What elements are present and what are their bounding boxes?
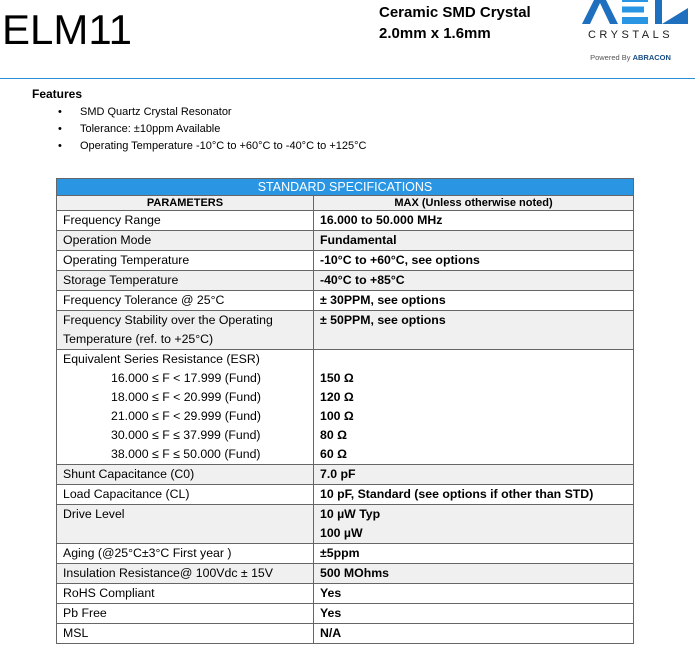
part-number: ELM11 bbox=[2, 6, 132, 53]
table-row bbox=[57, 271, 634, 291]
table-row bbox=[57, 251, 634, 271]
ael-logo-mark bbox=[572, 0, 689, 26]
value-cell: Yes bbox=[314, 584, 634, 604]
param-cell: Frequency Range bbox=[57, 211, 314, 231]
table-row bbox=[57, 604, 634, 624]
value-cell: -10°C to +60°C, see options bbox=[314, 251, 634, 271]
table-row bbox=[57, 311, 634, 350]
value-line: 10 µW Typ bbox=[320, 507, 381, 521]
table-row bbox=[57, 564, 634, 584]
features-heading: Features bbox=[32, 87, 83, 101]
param-cell: Drive Level bbox=[57, 505, 314, 544]
param-cell: Operation Mode bbox=[57, 231, 314, 251]
param-cell: Insulation Resistance@ 100Vdc ± 15V bbox=[57, 564, 314, 584]
param-cell: Storage Temperature bbox=[57, 271, 314, 291]
value-cell: Fundamental bbox=[314, 231, 634, 251]
param-line: Temperature (ref. to +25°C) bbox=[63, 332, 214, 346]
esr-value: 100 Ω bbox=[320, 409, 354, 423]
param-line: Frequency Stability over the Operating bbox=[63, 313, 273, 327]
table-row-esr bbox=[57, 350, 634, 465]
table-row bbox=[57, 505, 634, 544]
esr-range: 38.000 ≤ F ≤ 50.000 (Fund) bbox=[111, 447, 261, 461]
esr-value: 60 Ω bbox=[320, 447, 347, 461]
esr-range: 30.000 ≤ F ≤ 37.999 (Fund) bbox=[111, 428, 261, 442]
table-title: STANDARD SPECIFICATIONS bbox=[57, 179, 634, 196]
param-cell: Load Capacitance (CL) bbox=[57, 485, 314, 505]
esr-value: 120 Ω bbox=[320, 390, 354, 404]
powered-brand: ABRACON bbox=[632, 53, 671, 62]
table-header-row bbox=[57, 196, 634, 211]
value-cell: ±5ppm bbox=[314, 544, 634, 564]
value-cell: ± 30PPM, see options bbox=[314, 291, 634, 311]
features-section bbox=[32, 87, 632, 155]
value-cell: N/A bbox=[314, 624, 634, 644]
document-header bbox=[0, 0, 695, 78]
param-cell: Frequency Tolerance @ 25°C bbox=[57, 291, 314, 311]
table-row bbox=[57, 231, 634, 251]
table-row bbox=[57, 485, 634, 505]
esr-spacer bbox=[320, 350, 627, 369]
param-cell bbox=[57, 350, 314, 465]
table-row bbox=[57, 544, 634, 564]
esr-range: 18.000 ≤ F < 20.999 (Fund) bbox=[111, 390, 261, 404]
header-divider bbox=[0, 78, 695, 79]
esr-value: 80 Ω bbox=[320, 428, 347, 442]
logo-tagline: CRYSTALS bbox=[587, 29, 674, 41]
value-cell: Yes bbox=[314, 604, 634, 624]
param-line: Equivalent Series Resistance (ESR) bbox=[63, 352, 260, 366]
value-cell: 7.0 pF bbox=[314, 465, 634, 485]
column-header-max: MAX (Unless otherwise noted) bbox=[314, 196, 634, 211]
powered-prefix: Powered By bbox=[590, 53, 631, 62]
value-cell: 16.000 to 50.000 MHz bbox=[314, 211, 634, 231]
value-cell: ± 50PPM, see options bbox=[314, 311, 634, 350]
param-cell: RoHS Compliant bbox=[57, 584, 314, 604]
table-title-row bbox=[57, 179, 634, 196]
description-line-2: 2.0mm x 1.6mm bbox=[379, 25, 491, 42]
param-cell: Shunt Capacitance (C0) bbox=[57, 465, 314, 485]
product-description bbox=[379, 2, 531, 44]
value-cell: -40°C to +85°C bbox=[314, 271, 634, 291]
esr-range: 16.000 ≤ F < 17.999 (Fund) bbox=[111, 371, 261, 385]
table-row bbox=[57, 584, 634, 604]
table-row bbox=[57, 624, 634, 644]
param-cell: Pb Free bbox=[57, 604, 314, 624]
feature-item: • Operating Temperature -10°C to +60°C to -40°C to +125°C bbox=[32, 138, 632, 155]
column-header-parameters: PARAMETERS bbox=[57, 196, 314, 211]
feature-item: • SMD Quartz Crystal Resonator bbox=[32, 104, 632, 121]
value-line: 100 µW bbox=[320, 526, 363, 540]
param-cell: MSL bbox=[57, 624, 314, 644]
param-cell: Aging (@25°C±3°C First year ) bbox=[57, 544, 314, 564]
table-row bbox=[57, 211, 634, 231]
company-logo bbox=[568, 0, 693, 68]
value-cell: 500 MOhms bbox=[314, 564, 634, 584]
feature-item: • Tolerance: ±10ppm Available bbox=[32, 121, 632, 138]
table-row bbox=[57, 465, 634, 485]
param-cell: Operating Temperature bbox=[57, 251, 314, 271]
description-line-1: Ceramic SMD Crystal bbox=[379, 4, 531, 21]
value-cell: 10 pF, Standard (see options if other than STD) bbox=[314, 485, 634, 505]
table-row bbox=[57, 291, 634, 311]
esr-range: 21.000 ≤ F < 29.999 (Fund) bbox=[111, 409, 261, 423]
features-list bbox=[32, 104, 632, 155]
esr-value: 150 Ω bbox=[320, 371, 354, 385]
value-cell bbox=[314, 505, 634, 544]
specifications-table bbox=[56, 178, 634, 644]
value-cell bbox=[314, 350, 634, 465]
powered-by-text bbox=[568, 53, 693, 62]
param-cell bbox=[57, 311, 314, 350]
